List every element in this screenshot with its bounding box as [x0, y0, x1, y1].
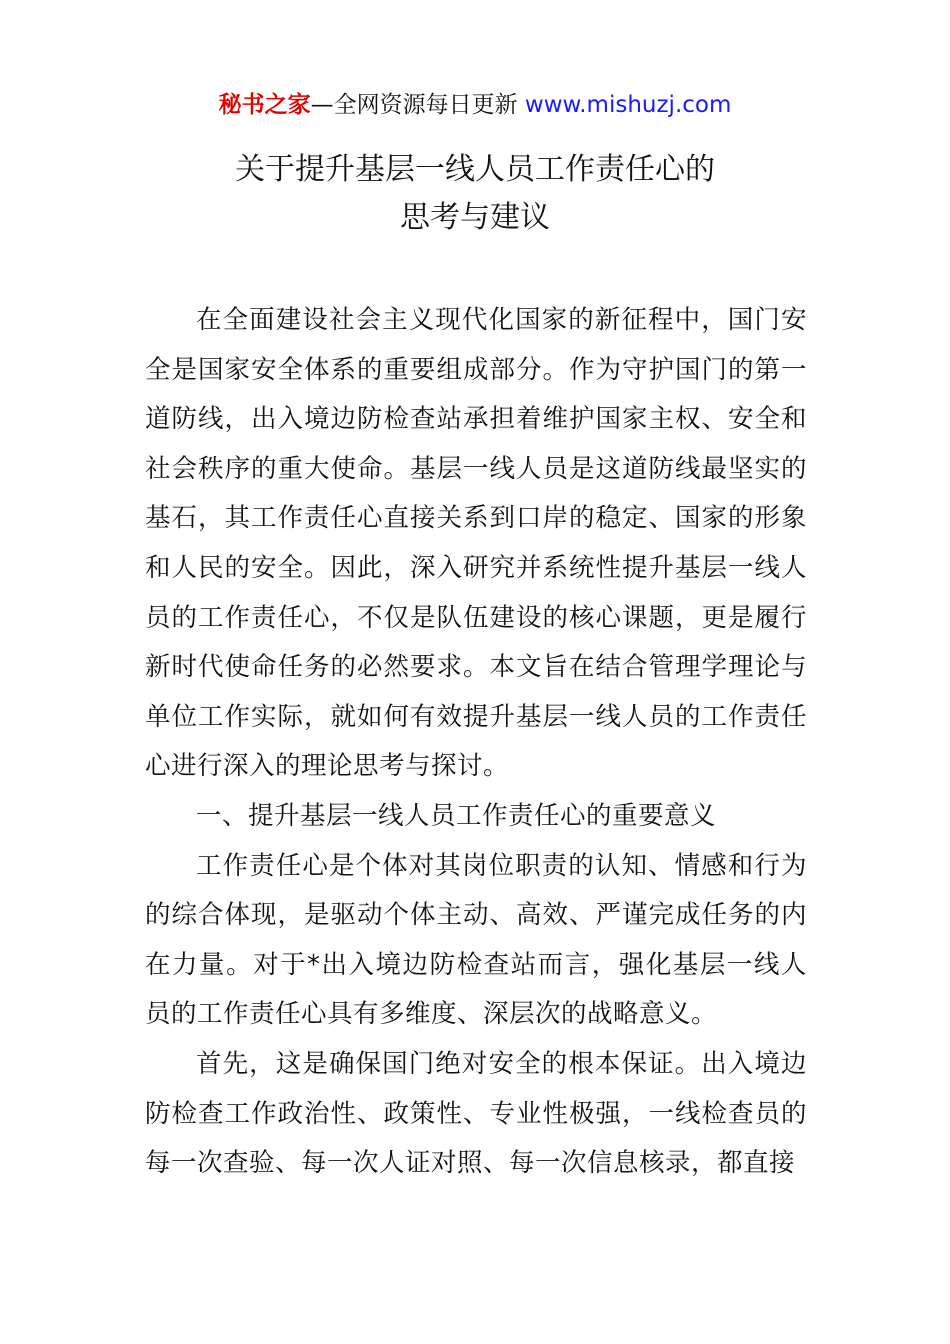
- document-body: [145, 296, 807, 1189]
- section-heading-1: 一、提升基层一线人员工作责任心的重要意义: [196, 800, 717, 831]
- paragraph-significance: 工作责任心是个体对其岗位职责的认知、情感和行为的综合体现，是驱动个体主动、高效、严谨完成任务的内在力量。对于*出入境边防检查站而言，强化基层一线人员的工作责任心具有多维度、深层次的战略意义。: [145, 850, 807, 1030]
- header-slogan: —全网资源每日更新: [310, 92, 525, 118]
- brand-name: 秘书之家: [218, 92, 311, 118]
- title-line-1: 关于提升基层一线人员工作责任心的: [235, 152, 715, 187]
- paragraph-intro: 在全面建设社会主义现代化国家的新征程中，国门安全是国家安全体系的重要组成部分。作为守护国门的第一道防线，出入境边防检查站承担着维护国家主权、安全和社会秩序的重大使命。基层一线人员是这道防线最坚实的基石，其工作责任心直接关系到口岸的稳定、国家的形象和人民的安全。因此，深入研究并系统性提升基层一线人员的工作责任心，不仅是队伍建设的核心课题，更是履行新时代使命任务的必然要求。本文旨在结合管理学理论与单位工作实际，就如何有效提升基层一线人员的工作责任心进行深入的理论思考与探讨。: [145, 305, 807, 782]
- document-title: [0, 146, 950, 242]
- site-url-link[interactable]: www.mishuzj.com: [524, 92, 732, 118]
- title-line-2: 思考与建议: [400, 200, 550, 235]
- paragraph-first-point: 首先，这是确保国门绝对安全的根本保证。出入境边防检查工作政治性、政策性、专业性极强，一线检查员的每一次查验、每一次人证对照、每一次信息核录，都直接: [145, 1048, 807, 1179]
- site-header: [0, 88, 950, 122]
